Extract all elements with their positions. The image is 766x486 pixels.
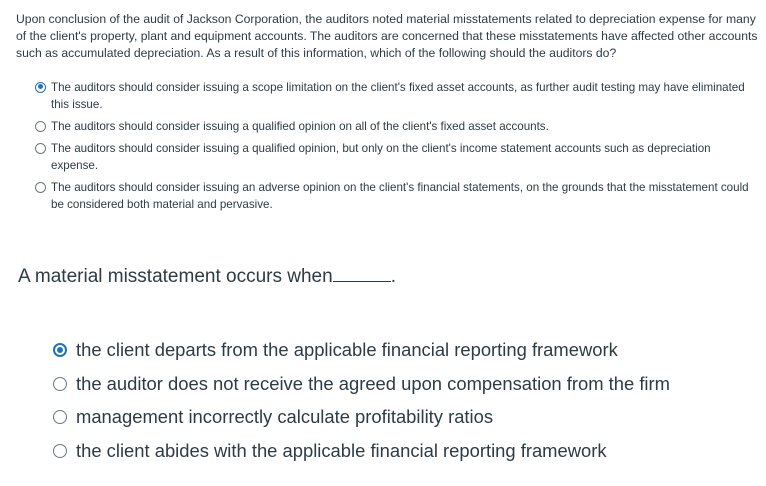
radio-unselected-icon[interactable] <box>53 377 67 391</box>
option-label: The auditors should consider issuing an adverse opinion on the client's financial statements, on the grounds that the misstatement could be considered both material and pervasive. <box>51 180 749 211</box>
question-2-stem: A material misstatement occurs when <box>18 266 333 287</box>
question-1-text: Upon conclusion of the audit of Jackson Corporation, the auditors noted material misstatements related to depreciation expense for many of the client's property, plant and equipment accounts. The auditors are concerned that these misstatements have affected other accounts such as accumulated depreciation. As a result of this information, which of the following should the auditors do? <box>16 12 758 61</box>
question-2-option-1[interactable] <box>18 337 758 363</box>
option-label: the client departs from the applicable financial reporting framework <box>76 339 618 360</box>
question-2-text <box>18 264 758 290</box>
radio-unselected-icon[interactable] <box>35 182 46 193</box>
question-2-option-2[interactable] <box>18 371 758 397</box>
option-label: The auditors should consider issuing a qualified opinion, but only on the client's income statement accounts such as depreciation expense. <box>51 141 711 172</box>
question-1-option-3[interactable] <box>16 140 758 174</box>
question-2-options <box>18 337 758 464</box>
question-1 <box>16 11 758 218</box>
question-1-options <box>16 79 758 213</box>
question-2 <box>18 264 758 471</box>
radio-unselected-icon[interactable] <box>35 143 46 154</box>
option-label: the auditor does not receive the agreed upon compensation from the firm <box>76 372 670 394</box>
option-label: the client abides with the applicable financial reporting framework <box>76 439 607 461</box>
radio-unselected-icon[interactable] <box>53 410 67 424</box>
question-1-option-2[interactable] <box>16 118 758 135</box>
question-2-end: . <box>390 266 396 287</box>
question-2-option-4[interactable] <box>18 438 758 464</box>
question-1-option-4[interactable] <box>16 179 758 213</box>
radio-selected-icon[interactable] <box>53 343 67 357</box>
option-label: management incorrectly calculate profitability ratios <box>76 406 494 427</box>
answer-blank <box>333 264 391 282</box>
radio-selected-icon[interactable] <box>35 82 46 93</box>
option-label: The auditors should consider issuing a scope limitation on the client's fixed asset accounts, as further audit testing may have eliminated this issue. <box>51 80 745 111</box>
question-1-option-1[interactable] <box>16 79 758 113</box>
radio-unselected-icon[interactable] <box>35 121 46 132</box>
question-2-option-3[interactable] <box>18 404 758 430</box>
radio-unselected-icon[interactable] <box>53 444 67 458</box>
option-label: The auditors should consider issuing a qualified opinion on all of the client's fixed asset accounts. <box>51 119 549 133</box>
